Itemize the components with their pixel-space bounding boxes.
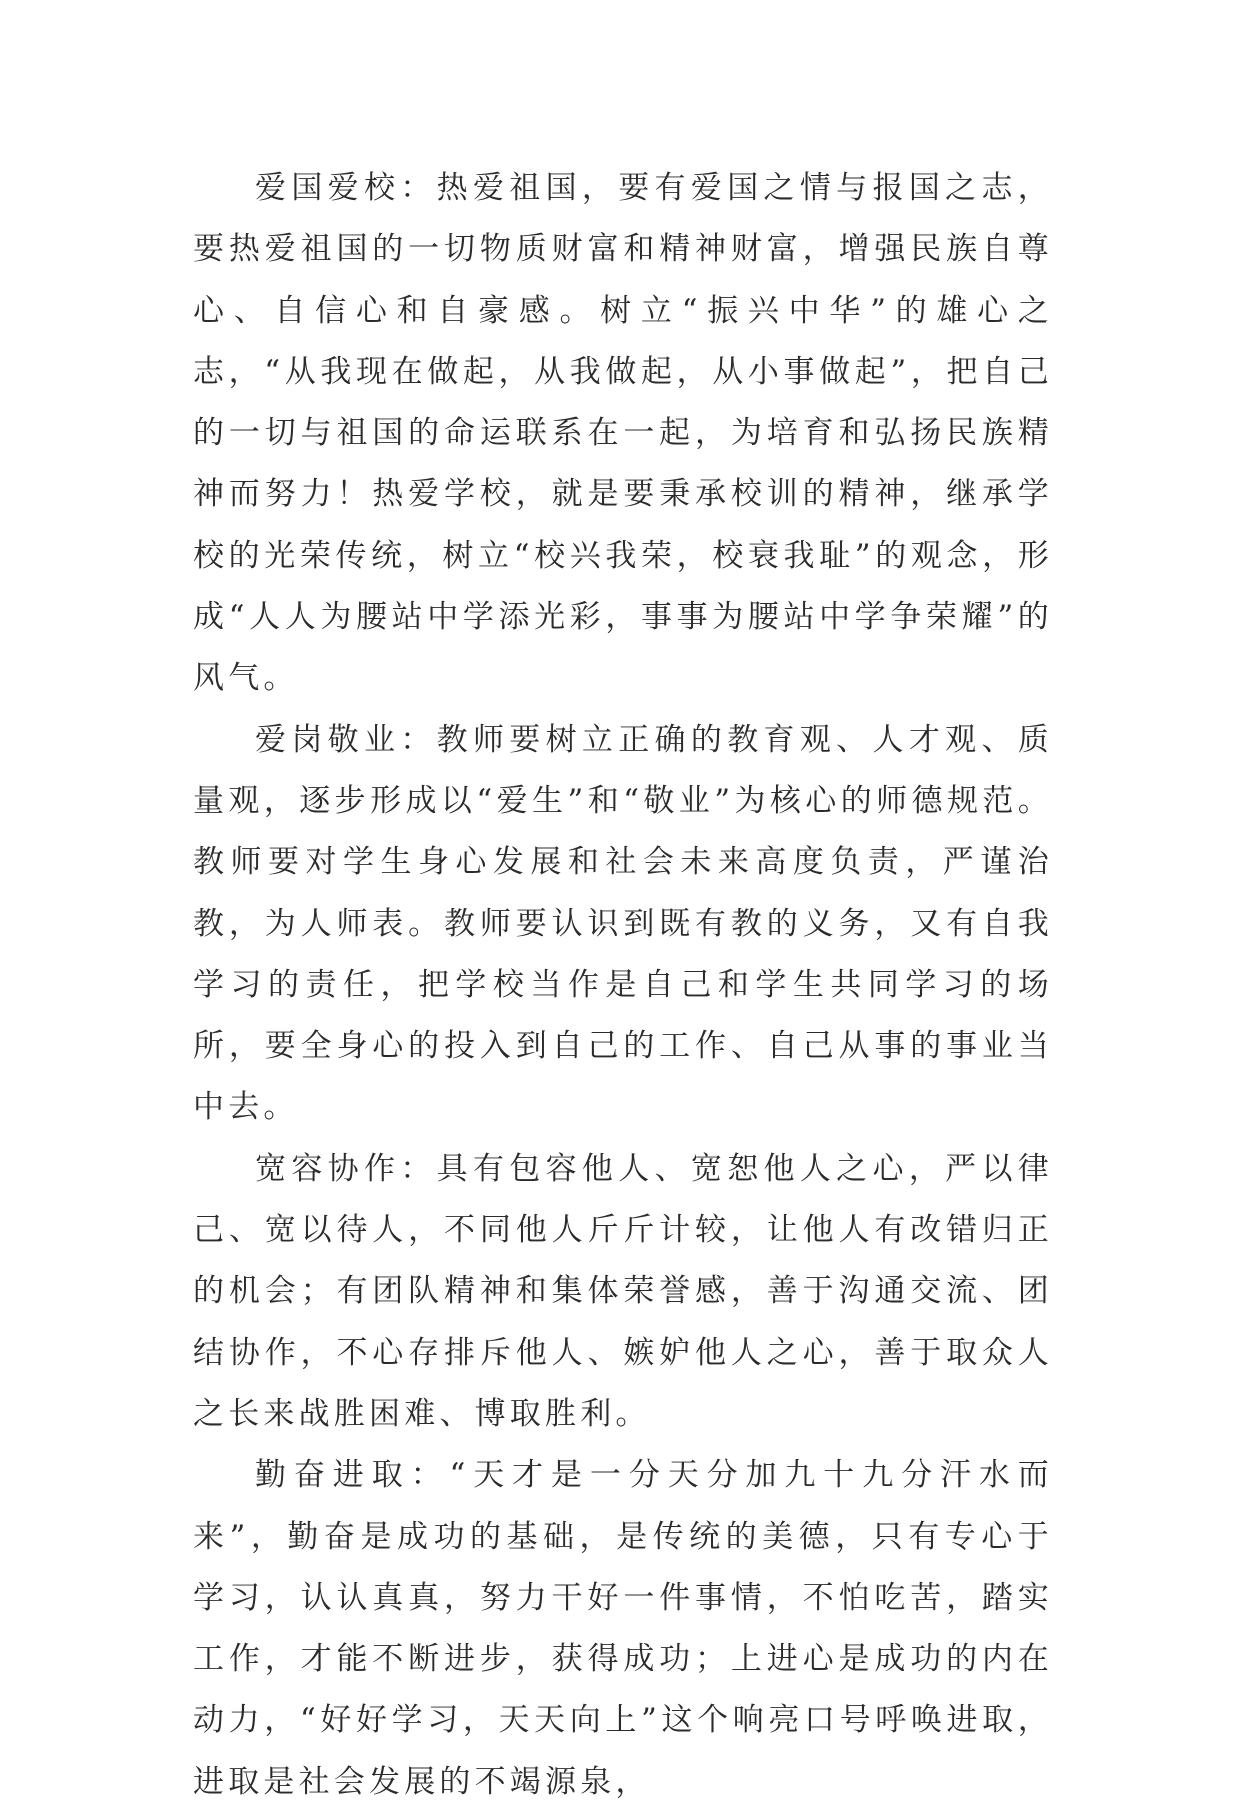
paragraph-dedication: 爱岗敬业：教师要树立正确的教育观、人才观、质量观，逐步形成以“爱生”和“敬业”为核心的师德规范。教师要对学生身心发展和社会未来高度负责，严谨治教，为人师表。教师要认识到既有教的义务，又有自我学习的责任，把学校当作是自己和学生共同学习的场所，要全身心的投入到自己的工作、自己从事的事业当中去。 [193, 721, 1053, 1126]
paragraph-patriotism: 爱国爱校：热爱祖国，要有爱国之情与报国之志，要热爱祖国的一切物质财富和精神财富，增强民族自尊心、自信心和自豪感。树立“振兴中华”的雄心之志，“从我现在做起，从我做起，从小事做起”，把自己的一切与祖国的命运联系在一起，为培育和弘扬民族精神而努力！热爱学校，就是要秉承校训的精神，继承学校的光荣传统，树立“校兴我荣，校衰我耻”的观念，形成“人人为腰站中学添光彩，事事为腰站中学争荣耀”的风气。 [193, 170, 1053, 697]
document-body [193, 158, 1053, 1813]
paragraph-tolerance: 宽容协作：具有包容他人、宽恕他人之心，严以律己、宽以待人，不同他人斤斤计较，让他人有改错归正的机会；有团队精神和集体荣誉感，善于沟通交流、团结协作，不心存排斥他人、嫉妒他人之心，善于取众人之长来战胜困难、博取胜利。 [193, 1150, 1053, 1432]
paragraph-diligence: 勤奋进取：“天才是一分天分加九十九分汗水而来”，勤奋是成功的基础，是传统的美德，只有专心于学习，认认真真，努力干好一件事情，不怕吃苦，踏实工作，才能不断进步，获得成功；上进心是成功的内在动力，“好好学习，天天向上”这个响亮口号呼唤进取，进取是社会发展的不竭源泉， [193, 1457, 1053, 1800]
